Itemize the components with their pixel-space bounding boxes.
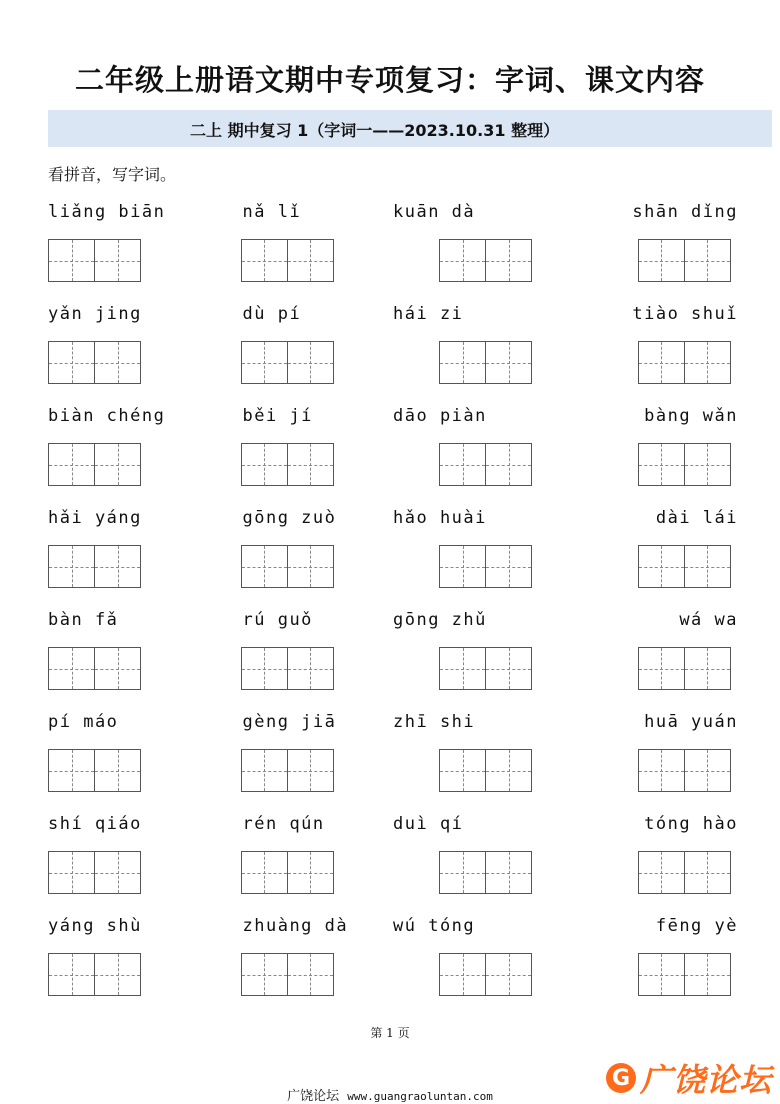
exercise-item: [566, 810, 739, 890]
writing-cell[interactable]: [287, 342, 333, 383]
pinyin-prompt: rú guǒ: [242, 610, 313, 630]
writing-grid: [439, 851, 532, 894]
pinyin-prompt: huā yuán: [644, 712, 738, 732]
writing-grid: [241, 851, 334, 894]
writing-grid: [48, 341, 141, 384]
writing-cell[interactable]: [287, 444, 333, 485]
writing-cell[interactable]: [94, 444, 140, 485]
writing-cell[interactable]: [49, 954, 94, 995]
writing-grid: [48, 647, 141, 690]
writing-cell[interactable]: [485, 750, 531, 791]
footer-site-name: 广饶论坛: [287, 1089, 340, 1104]
writing-cell[interactable]: [639, 852, 684, 893]
pinyin-prompt: tiào shuǐ: [632, 304, 738, 324]
pinyin-prompt: wá wa: [679, 610, 738, 630]
writing-grid: [638, 341, 731, 384]
writing-cell[interactable]: [639, 954, 684, 995]
writing-cell[interactable]: [242, 954, 287, 995]
writing-cell[interactable]: [485, 852, 531, 893]
logo-text: 广饶论坛: [640, 1061, 773, 1099]
writing-grid: [241, 647, 334, 690]
writing-cell[interactable]: [440, 750, 485, 791]
writing-cell[interactable]: [287, 240, 333, 281]
writing-cell[interactable]: [639, 648, 684, 689]
writing-cell[interactable]: [94, 240, 140, 281]
pinyin-prompt: zhī shi: [393, 712, 476, 732]
logo-icon: G: [606, 1063, 636, 1093]
exercise-item: [566, 300, 739, 380]
page-title: 二年级上册语文期中专项复习：字词、课文内容: [74, 63, 705, 97]
writing-cell[interactable]: [440, 342, 485, 383]
writing-cell[interactable]: [440, 546, 485, 587]
pinyin-prompt: gèng jiā: [242, 712, 337, 732]
writing-cell[interactable]: [440, 648, 485, 689]
pinyin-prompt: gōng zuò: [242, 508, 337, 528]
writing-cell[interactable]: [485, 240, 531, 281]
pinyin-prompt: shí qiáo: [48, 814, 142, 834]
writing-cell[interactable]: [440, 240, 485, 281]
writing-cell[interactable]: [440, 852, 485, 893]
pinyin-prompt: liǎng biān: [48, 202, 166, 222]
writing-grid: [439, 341, 532, 384]
writing-cell[interactable]: [440, 444, 485, 485]
pinyin-prompt: rén qún: [242, 814, 325, 834]
writing-cell[interactable]: [242, 342, 287, 383]
writing-grid: [638, 851, 731, 894]
writing-cell[interactable]: [684, 852, 730, 893]
writing-cell[interactable]: [287, 546, 333, 587]
exercise-item: [393, 708, 566, 788]
writing-grid: [439, 647, 532, 690]
writing-grid: [638, 239, 731, 282]
exercise-item: [393, 810, 566, 890]
writing-cell[interactable]: [49, 342, 94, 383]
writing-cell[interactable]: [684, 750, 730, 791]
instruction: 看拼音，写字词。: [48, 165, 177, 184]
exercise-item: [393, 912, 566, 992]
writing-cell[interactable]: [287, 648, 333, 689]
writing-cell[interactable]: [639, 750, 684, 791]
writing-grid: [48, 749, 141, 792]
exercise-item: [48, 300, 221, 380]
writing-grid: [439, 545, 532, 588]
writing-cell[interactable]: [485, 546, 531, 587]
pinyin-prompt: běi jí: [242, 406, 313, 426]
writing-grid: [48, 239, 141, 282]
writing-grid: [638, 443, 731, 486]
pinyin-prompt: pí máo: [48, 712, 119, 732]
exercise-item: [221, 708, 394, 788]
exercise-item: [393, 402, 566, 482]
writing-cell[interactable]: [49, 546, 94, 587]
writing-cell[interactable]: [287, 852, 333, 893]
writing-grid: [439, 749, 532, 792]
pinyin-prompt: bàng wǎn: [644, 406, 738, 426]
writing-cell[interactable]: [485, 342, 531, 383]
logo: [606, 1055, 772, 1101]
writing-grid: [638, 953, 731, 996]
writing-cell[interactable]: [684, 240, 730, 281]
writing-cell[interactable]: [684, 648, 730, 689]
pinyin-prompt: hái zi: [393, 304, 464, 324]
exercise-item: [566, 504, 739, 584]
exercise-item: [393, 300, 566, 380]
writing-grid: [48, 545, 141, 588]
pinyin-prompt: yáng shù: [48, 916, 142, 936]
pinyin-prompt: shān dǐng: [632, 202, 738, 222]
page-number: 第 1 页: [370, 1026, 410, 1040]
exercise-grid: [48, 198, 738, 992]
writing-grid: [638, 647, 731, 690]
pinyin-prompt: kuān dà: [393, 202, 476, 222]
writing-grid: [638, 749, 731, 792]
writing-grid: [48, 851, 141, 894]
pinyin-prompt: duì qí: [393, 814, 464, 834]
writing-cell[interactable]: [94, 954, 140, 995]
exercise-item: [393, 606, 566, 686]
writing-cell[interactable]: [49, 648, 94, 689]
writing-grid: [48, 953, 141, 996]
writing-cell[interactable]: [485, 648, 531, 689]
exercise-item: [221, 504, 394, 584]
writing-cell[interactable]: [639, 546, 684, 587]
pinyin-prompt: hǎo huài: [393, 508, 487, 528]
exercise-item: [221, 198, 394, 278]
exercise-item: [221, 300, 394, 380]
writing-cell[interactable]: [287, 750, 333, 791]
writing-grid: [241, 341, 334, 384]
pinyin-prompt: biàn chéng: [48, 406, 166, 426]
writing-cell[interactable]: [287, 954, 333, 995]
exercise-item: [48, 402, 221, 482]
writing-cell[interactable]: [94, 852, 140, 893]
writing-grid: [241, 749, 334, 792]
writing-grid: [241, 953, 334, 996]
writing-cell[interactable]: [242, 750, 287, 791]
writing-cell[interactable]: [242, 546, 287, 587]
writing-cell[interactable]: [639, 342, 684, 383]
writing-grid: [439, 239, 532, 282]
pinyin-prompt: yǎn jing: [48, 304, 142, 324]
writing-cell[interactable]: [49, 750, 94, 791]
exercise-item: [566, 912, 739, 992]
writing-cell[interactable]: [242, 648, 287, 689]
writing-cell[interactable]: [485, 444, 531, 485]
exercise-item: [221, 606, 394, 686]
exercise-item: [566, 708, 739, 788]
footer-url[interactable]: www.guangraoluntan.com: [347, 1090, 493, 1103]
writing-cell[interactable]: [242, 240, 287, 281]
writing-cell[interactable]: [684, 444, 730, 485]
exercise-item: [393, 198, 566, 278]
writing-grid: [638, 545, 731, 588]
exercise-item: [48, 708, 221, 788]
writing-cell[interactable]: [94, 342, 140, 383]
writing-cell[interactable]: [94, 750, 140, 791]
writing-cell[interactable]: [684, 954, 730, 995]
subtitle-bar: [48, 110, 772, 147]
pinyin-prompt: dài lái: [655, 508, 738, 528]
writing-grid: [439, 443, 532, 486]
subtitle: 二上 期中复习 1（字词一——2023.10.31 整理）: [190, 121, 560, 140]
writing-cell[interactable]: [242, 852, 287, 893]
writing-grid: [241, 443, 334, 486]
writing-grid: [48, 443, 141, 486]
pinyin-prompt: zhuàng dà: [242, 916, 349, 936]
pinyin-prompt: gōng zhǔ: [393, 610, 487, 630]
pinyin-prompt: tóng hào: [644, 814, 738, 834]
writing-cell[interactable]: [440, 954, 485, 995]
exercise-item: [566, 198, 739, 278]
exercise-item: [48, 198, 221, 278]
writing-cell[interactable]: [94, 648, 140, 689]
pinyin-prompt: hǎi yáng: [48, 508, 142, 528]
writing-cell[interactable]: [684, 546, 730, 587]
pinyin-prompt: wú tóng: [393, 916, 476, 936]
writing-grid: [439, 953, 532, 996]
writing-cell[interactable]: [242, 444, 287, 485]
writing-cell[interactable]: [639, 240, 684, 281]
exercise-item: [566, 606, 739, 686]
writing-cell[interactable]: [49, 852, 94, 893]
pinyin-prompt: dāo piàn: [393, 406, 487, 426]
exercise-item: [48, 810, 221, 890]
pinyin-prompt: fēng yè: [655, 916, 738, 936]
writing-cell[interactable]: [485, 954, 531, 995]
exercise-item: [393, 504, 566, 584]
pinyin-prompt: dù pí: [242, 304, 302, 324]
pinyin-prompt: bàn fǎ: [48, 610, 119, 630]
exercise-item: [221, 912, 394, 992]
exercise-item: [48, 912, 221, 992]
writing-cell[interactable]: [639, 444, 684, 485]
writing-cell[interactable]: [684, 342, 730, 383]
writing-grid: [241, 545, 334, 588]
exercise-item: [48, 504, 221, 584]
exercise-item: [48, 606, 221, 686]
writing-grid: [241, 239, 334, 282]
exercise-item: [566, 402, 739, 482]
exercise-item: [221, 810, 394, 890]
exercise-item: [221, 402, 394, 482]
pinyin-prompt: nǎ lǐ: [242, 202, 302, 222]
writing-cell[interactable]: [94, 546, 140, 587]
writing-cell[interactable]: [49, 240, 94, 281]
writing-cell[interactable]: [49, 444, 94, 485]
